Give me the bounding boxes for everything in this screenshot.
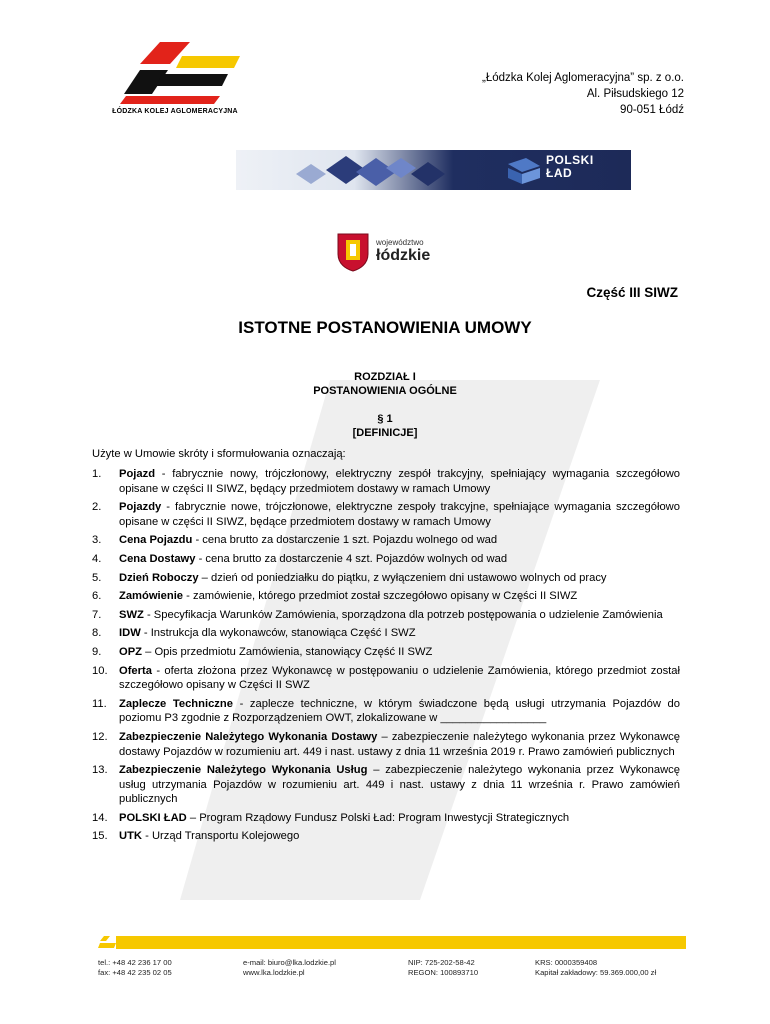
footer-tel: tel.: +48 42 236 17 00	[98, 958, 172, 967]
definition-text: - Specyfikacja Warunków Zamówienia, sporządzona dla potrzeb postępowania o udzielenie Zamówienia	[143, 608, 663, 621]
polski-lad-label	[546, 154, 594, 180]
definition-item	[92, 500, 680, 529]
definition-item	[92, 829, 680, 844]
banner-label-2: ŁAD	[546, 166, 573, 180]
definition-number: 9.	[92, 645, 102, 658]
definition-text: - cena brutto za dostarczenie 4 szt. Pojazdów wolnych od wad	[195, 552, 508, 565]
definition-term: Cena Dostawy	[119, 552, 196, 565]
footer-registry	[535, 958, 656, 978]
definition-item	[92, 811, 680, 826]
section-number: § 1	[377, 413, 393, 425]
address-city: 90-051 Łódź	[620, 104, 684, 116]
definition-item	[92, 697, 680, 726]
company-name: „Łódzka Kolej Aglomeracyjna” sp. z o.o.	[482, 72, 684, 84]
definition-number: 15.	[92, 830, 108, 843]
definition-term: Zabezpieczenie Należytego Wykonania Usług	[119, 764, 368, 777]
company-address	[482, 70, 684, 118]
definition-item	[92, 626, 680, 641]
intro-text: Użyte w Umowie skróty i sformułowania oznaczają:	[92, 448, 346, 460]
definition-term: POLSKI ŁAD	[119, 811, 187, 824]
footer-regon: REGON: 100893710	[408, 968, 479, 977]
definition-number: 8.	[92, 627, 102, 640]
definition-text: - oferta złożona przez Wykonawcę w postępowaniu o udzielenie Zamówienia, którego przedmiot został szczegółowo opisany w Części II SWZ	[119, 664, 680, 692]
definition-number: 2.	[92, 501, 102, 514]
chapter-number: ROZDZIAŁ I	[354, 371, 416, 383]
definition-item	[92, 730, 680, 759]
definition-number: 12.	[92, 730, 108, 743]
definition-text: - fabrycznie nowe, trójczłonowe, elektryczne zespoły trakcyjne, spełniające wymagania szczegółowo opisane w części II SIWZ, będące przedmiotem dostawy w ramach Umowy	[119, 501, 680, 528]
definition-term: Zaplecze Techniczne	[119, 697, 233, 710]
document-part: Część III SIWZ	[586, 285, 678, 300]
footer-krs: KRS: 0000359408	[535, 958, 598, 967]
footer-www[interactable]: www.lka.lodzkie.pl	[243, 968, 305, 977]
definition-term: Pojazd	[119, 468, 156, 480]
definition-term: Zamówienie	[119, 590, 184, 603]
definition-term: Pojazdy	[119, 501, 162, 514]
footer-email[interactable]: e-mail: biuro@lka.lodzkie.pl	[243, 958, 336, 967]
logo-caption: ŁÓDZKA KOLEJ AGLOMERACYJNA	[112, 108, 238, 115]
definition-item	[92, 571, 680, 586]
definition-number: 4.	[92, 552, 102, 565]
definition-term: Dzień Roboczy	[119, 571, 199, 584]
footer-logo-mark	[98, 934, 118, 950]
definition-text: – Program Rządowy Fundusz Polski Ład: Program Inwestycji Strategicznych	[186, 811, 570, 824]
definition-item	[92, 763, 680, 807]
definition-term: OPZ	[119, 645, 142, 658]
definition-number: 14.	[92, 811, 108, 824]
footer-bar	[116, 936, 686, 949]
footer-nip: NIP: 725-202-58-42	[408, 958, 475, 967]
document-title: ISTOTNE POSTANOWIENIA UMOWY	[238, 318, 532, 337]
definition-text: – dzień od poniedziałku do piątku, z wyłączeniem dni ustawowo wolnych od pracy	[198, 571, 607, 584]
definition-term: IDW	[119, 627, 141, 640]
definition-number: 10.	[92, 664, 108, 677]
definition-text: – zabezpieczenie należytego wykonania przez Wykonawcę dostawy Pojazdów w rozumieniu art. 449 i nast. ustawy z dnia 11 września 2019 r. Prawo zamówień publicznych	[119, 730, 680, 758]
definition-term: Oferta	[119, 664, 152, 677]
definition-number: 1.	[92, 468, 102, 480]
definition-number: 11.	[92, 697, 107, 710]
footer-ids	[408, 958, 478, 978]
definition-item	[92, 533, 680, 548]
section-title: [DEFINICJE]	[352, 427, 418, 439]
definition-item	[92, 467, 680, 496]
definition-number: 13.	[92, 764, 108, 777]
definition-text: - zaplecze techniczne, w którym świadczone będą usługi utrzymania Pojazdów do poziomu P3 zgodnie z Rozporządzeniem OWT, zlokalizowane w _________________	[119, 697, 681, 725]
definition-number: 6.	[92, 590, 102, 603]
definition-text: - cena brutto za dostarczenie 1 szt. Pojazdu wolnego od wad	[192, 534, 498, 547]
woj-big-text: łódzkie	[376, 247, 431, 264]
definition-text: - zamówienie, którego przedmiot został szczegółowo opisany w Części II SIWZ	[183, 590, 578, 603]
footer-contact	[243, 958, 336, 978]
definition-text: - fabrycznie nowy, trójczłonowy, elektryczny zespół trakcyjny, spełniający wymagania szczegółowo opisane w części II SIWZ, będący przedmiotem dostawy w ramach Umowy	[119, 468, 680, 495]
footer-fax: fax: +48 42 235 02 05	[98, 968, 172, 977]
lodzkie-crest-icon	[336, 232, 370, 272]
definition-item	[92, 608, 680, 623]
definitions-list	[92, 467, 680, 844]
chapter-title: POSTANOWIENIA OGÓLNE	[313, 385, 457, 397]
definition-number: 5.	[92, 571, 102, 584]
definition-number: 3.	[92, 534, 102, 547]
definition-text: - Urząd Transportu Kolejowego	[142, 830, 300, 843]
definition-item	[92, 645, 680, 660]
definition-number: 7.	[92, 608, 102, 621]
definition-item	[92, 589, 680, 604]
definition-term: Zabezpieczenie Należytego Wykonania Dostawy	[119, 730, 378, 743]
banner-label-1: POLSKI	[546, 153, 594, 167]
definition-text: – Opis przedmiotu Zamówienia, stanowiący Część II SWZ	[142, 645, 433, 658]
address-street: Al. Piłsudskiego 12	[586, 88, 684, 100]
definition-term: Cena Pojazdu	[119, 534, 193, 547]
definition-text: - Instrukcja dla wykonawców, stanowiąca Część I SWZ	[140, 627, 416, 640]
definition-term: UTK	[119, 830, 142, 843]
definition-text: – zabezpieczenie należytego wykonania przez Wykonawcę usług utrzymania Pojazdów w rozumieniu art. 449 i nast. ustawy z dnia 11 września r. Prawo zamówień publicznych	[119, 764, 680, 806]
definition-item	[92, 552, 680, 567]
woj-small-text: województwo	[376, 238, 424, 247]
chapter-heading	[0, 370, 770, 398]
section-heading	[0, 412, 770, 440]
footer-capital: Kapitał zakładowy: 59.369.000,00 zł	[535, 968, 657, 977]
definition-term: SWZ	[119, 608, 144, 621]
footer-phone	[98, 958, 172, 978]
definition-item	[92, 664, 680, 693]
